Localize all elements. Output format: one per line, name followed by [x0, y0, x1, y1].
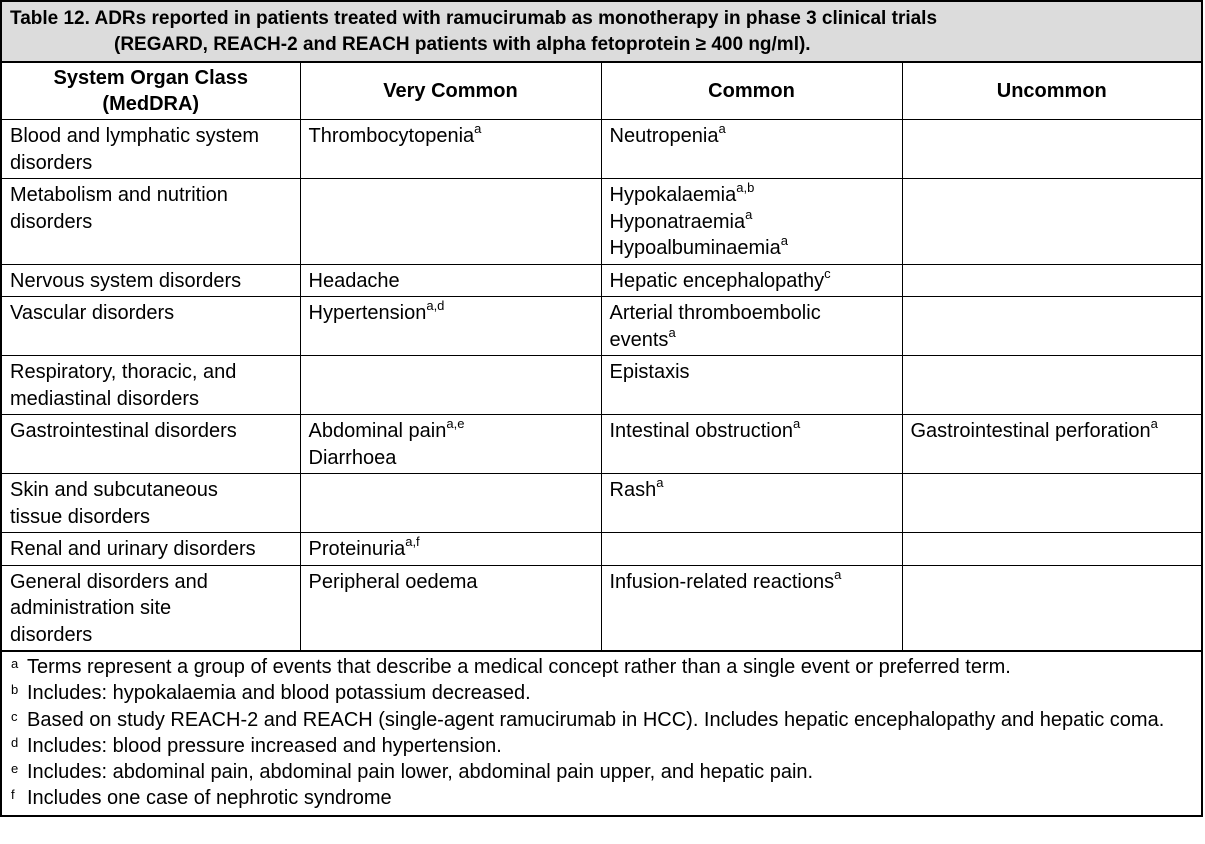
- cell-very-common: [300, 120, 601, 179]
- adr-term-text: Arterial thromboembolic: [609, 302, 821, 324]
- adr-term-text: Neutropenia: [609, 125, 719, 147]
- soc-text-line: Renal and urinary disorders: [10, 538, 256, 560]
- soc-text-line: disorders: [10, 210, 93, 233]
- cell-uncommon: [902, 264, 1201, 297]
- footnote-ref: a: [718, 121, 726, 137]
- footnote-ref: a,d: [426, 298, 445, 314]
- cell-system-organ-class: [2, 415, 300, 474]
- cell-common: [601, 297, 902, 356]
- cell-very-common: [300, 297, 601, 356]
- footnote-ref: c: [824, 265, 831, 281]
- cell-system-organ-class: [2, 565, 300, 651]
- adr-term-text: Hyponatraemia: [609, 210, 746, 233]
- cell-uncommon: [902, 297, 1201, 356]
- footnote: [11, 759, 1193, 785]
- cell-uncommon: [902, 474, 1201, 533]
- adr-term: [309, 445, 595, 472]
- header-soc-line-2: (MedDRA): [102, 93, 200, 115]
- soc-text-line: Nervous system disorders: [10, 269, 242, 292]
- adr-term-text: Proteinuria: [308, 538, 406, 560]
- footnote-ref: a: [780, 233, 788, 249]
- adr-term-text: events: [609, 328, 669, 351]
- footnote-text: Includes one case of nephrotic syndrome: [27, 787, 392, 810]
- adr-table: [2, 63, 1201, 651]
- table-row: [2, 179, 1201, 265]
- adr-term: [610, 359, 896, 386]
- header-soc-line-1: System Organ Class: [53, 66, 249, 89]
- soc-text-line: Vascular disorders: [10, 302, 175, 324]
- table-row: [2, 533, 1201, 566]
- adr-term: [309, 123, 595, 150]
- footnote-ref: a: [834, 566, 842, 582]
- soc-text-line: Blood and lymphatic system: [10, 125, 260, 147]
- cell-system-organ-class: [2, 179, 300, 265]
- cell-uncommon: [902, 179, 1201, 265]
- cell-very-common: [300, 179, 601, 265]
- footnote-text: Terms represent a group of events that describe a medical concept rather than a single event or preferred term.: [27, 656, 1011, 678]
- soc-text-line: disorders: [10, 151, 93, 174]
- soc-text-line: Skin and subcutaneous: [10, 479, 218, 501]
- header-system-organ-class: [2, 63, 300, 120]
- table-row: [2, 474, 1201, 533]
- cell-uncommon: [902, 120, 1201, 179]
- footnotes: [2, 651, 1201, 817]
- cell-common: [601, 264, 902, 297]
- caption-line-1: Table 12. ADRs reported in patients treated with ramucirumab as monotherapy in phase 3 clinical trials: [10, 8, 938, 29]
- adr-term: [610, 477, 896, 504]
- table-row: [2, 356, 1201, 415]
- caption-line-2: (REGARD, REACH-2 and REACH patients with alpha fetoprotein ≥ 400 ng/ml).: [114, 34, 811, 55]
- cell-common: [601, 179, 902, 265]
- adr-term: [610, 123, 896, 150]
- footnote-mark: e: [11, 761, 19, 777]
- cell-common: [601, 415, 902, 474]
- adr-term: [610, 235, 896, 262]
- footnote-mark: a: [11, 656, 19, 671]
- footnote-text: Includes: blood pressure increased and hypertension.: [27, 734, 502, 757]
- table-row: [2, 120, 1201, 179]
- adr-term-text: Diarrhoea: [308, 446, 397, 469]
- cell-very-common: [300, 565, 601, 651]
- footnote: [11, 654, 1193, 680]
- footnote-ref: a: [474, 121, 482, 137]
- table-caption: [2, 2, 1201, 63]
- footnote-mark: d: [11, 734, 19, 750]
- footnote-ref: a,f: [405, 534, 420, 550]
- header-uncommon: Uncommon: [902, 63, 1201, 120]
- cell-very-common: [300, 356, 601, 415]
- footnote-ref: a: [668, 324, 676, 340]
- adr-term-text: Hypokalaemia: [609, 184, 737, 206]
- soc-text-line: administration site: [10, 597, 172, 619]
- adr-term: [610, 418, 896, 445]
- footnote-ref: a,b: [736, 180, 755, 196]
- adr-term: [309, 536, 595, 563]
- footnote-ref: a: [745, 206, 753, 222]
- footnote-mark: b: [11, 682, 19, 698]
- cell-uncommon: [902, 533, 1201, 566]
- footnote: [11, 733, 1193, 759]
- cell-system-organ-class: [2, 474, 300, 533]
- cell-common: [601, 356, 902, 415]
- header-common: Common: [601, 63, 902, 120]
- cell-very-common: [300, 415, 601, 474]
- table-row: [2, 297, 1201, 356]
- footnote-text: Based on study REACH-2 and REACH (single-agent ramucirumab in HCC). Includes hepatic encephalopathy and hepatic coma.: [27, 708, 1165, 731]
- soc-text-line: mediastinal disorders: [10, 387, 199, 410]
- adr-term-text: Peripheral oedema: [308, 570, 478, 593]
- cell-system-organ-class: [2, 297, 300, 356]
- cell-system-organ-class: [2, 120, 300, 179]
- table-row: [2, 264, 1201, 297]
- cell-common: [601, 474, 902, 533]
- footnote-text: Includes: hypokalaemia and blood potassium decreased.: [27, 682, 531, 705]
- adr-term-text: Thrombocytopenia: [308, 125, 475, 147]
- adr-term-text: Infusion-related reactions: [609, 570, 835, 593]
- cell-system-organ-class: [2, 356, 300, 415]
- cell-uncommon: [902, 356, 1201, 415]
- adr-term: [609, 324, 896, 354]
- footnote-ref: a,e: [446, 416, 465, 432]
- header-row: [2, 63, 1201, 120]
- adr-term: [309, 268, 595, 295]
- cell-common: [601, 120, 902, 179]
- footnote: [11, 707, 1193, 733]
- footnote-text: Includes: abdominal pain, abdominal pain lower, abdominal pain upper, and hepatic pain.: [27, 761, 814, 784]
- adr-term: [609, 265, 896, 295]
- adr-term-text: Hypertension: [308, 302, 427, 324]
- soc-text-line: General disorders and: [10, 570, 208, 593]
- adr-term: [911, 418, 1196, 445]
- cell-system-organ-class: [2, 264, 300, 297]
- footnote-ref: a: [792, 416, 801, 432]
- footnote-ref: a: [656, 475, 664, 491]
- soc-text-line: Metabolism and nutrition: [10, 184, 228, 206]
- adr-term-text: Rash: [609, 479, 657, 501]
- adr-term-text: Hepatic encephalopathy: [609, 269, 825, 292]
- cell-common: [601, 533, 902, 566]
- cell-very-common: [300, 264, 601, 297]
- adr-term: [609, 566, 896, 596]
- soc-text-line: Respiratory, thoracic, and: [10, 361, 237, 383]
- cell-uncommon: [902, 565, 1201, 651]
- adr-term-text: Intestinal obstruction: [609, 420, 793, 442]
- header-very-common: Very Common: [300, 63, 601, 120]
- footnote: [11, 785, 1193, 811]
- cell-uncommon: [902, 415, 1201, 474]
- footnote-ref: a: [1150, 416, 1158, 432]
- adr-term: [309, 418, 595, 445]
- footnote-mark: f: [11, 787, 15, 803]
- cell-very-common: [300, 533, 601, 566]
- adr-term-text: Headache: [308, 269, 400, 292]
- cell-common: [601, 565, 902, 651]
- adr-term-text: Abdominal pain: [308, 420, 447, 442]
- adr-term: [309, 569, 595, 596]
- table-body: [2, 120, 1201, 651]
- adr-term: [609, 206, 896, 236]
- cell-system-organ-class: [2, 533, 300, 566]
- adr-term: [610, 182, 896, 209]
- footnote: [11, 680, 1193, 706]
- cell-very-common: [300, 474, 601, 533]
- soc-text-line: disorders: [10, 623, 93, 646]
- adr-term-text: Epistaxis: [609, 361, 690, 383]
- footnote-mark: c: [11, 708, 18, 724]
- adr-term: [309, 300, 595, 327]
- adr-term-text: Hypoalbuminaemia: [609, 237, 781, 259]
- adr-term: [610, 300, 896, 327]
- table-row: [2, 415, 1201, 474]
- soc-text-line: Gastrointestinal disorders: [10, 420, 237, 442]
- soc-text-line: tissue disorders: [10, 505, 151, 528]
- adr-term-text: Gastrointestinal perforation: [910, 420, 1151, 442]
- table-row: [2, 565, 1201, 651]
